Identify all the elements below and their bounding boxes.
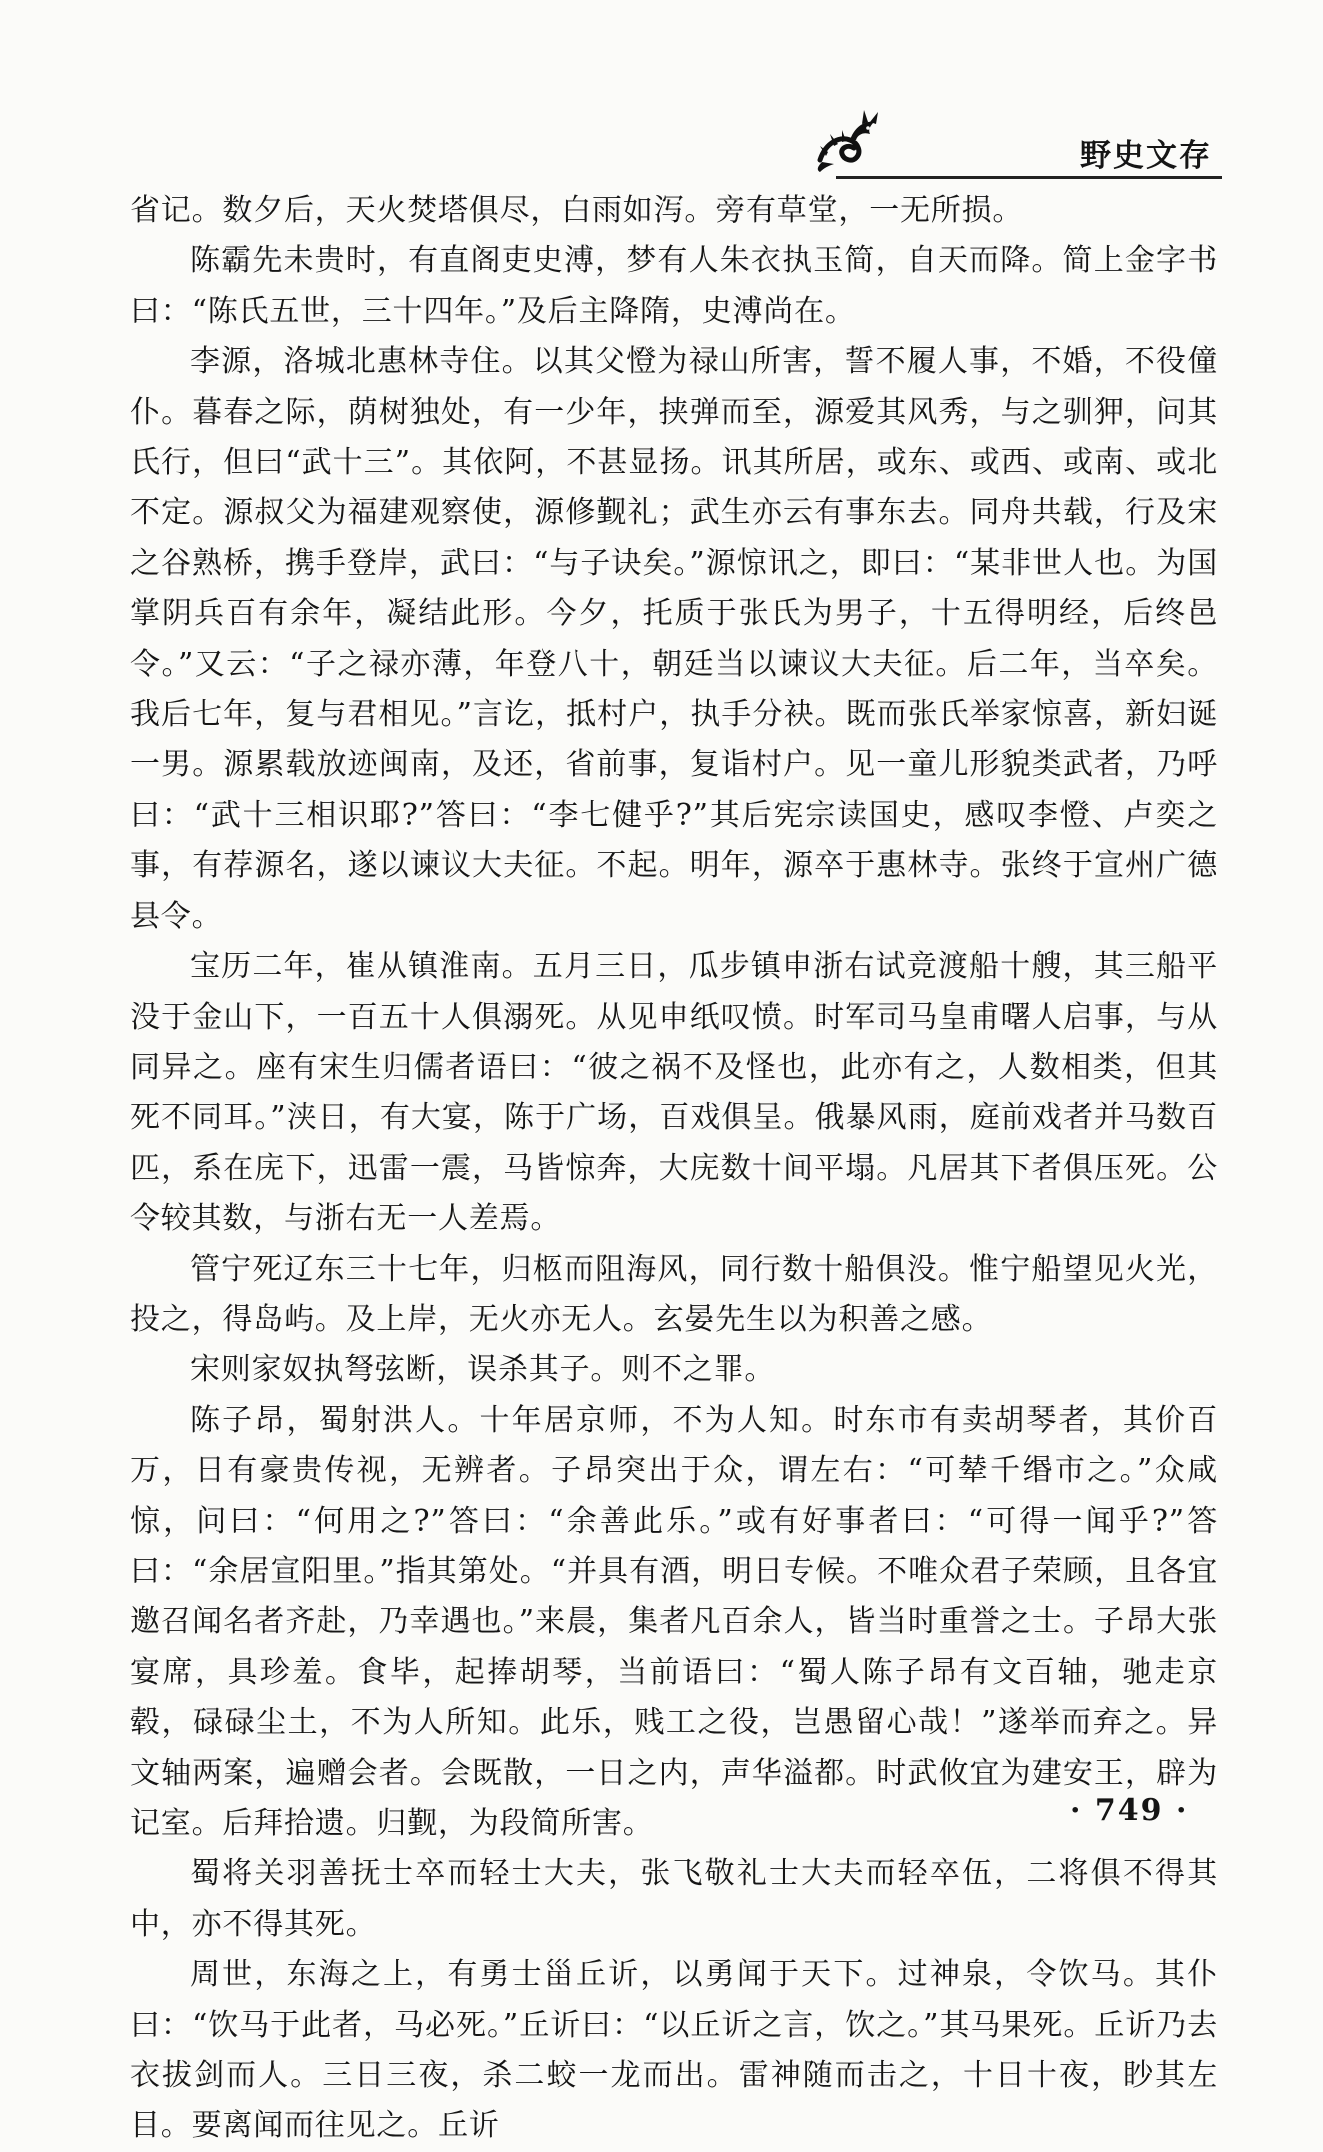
running-header xyxy=(812,92,1222,182)
paragraph-chen-ziang: 陈子昂，蜀射洪人。十年居京师，不为人知。时东市有卖胡琴者，其价百万，日有豪贵传视，无辨者。子昂突出于众，谓左右：“可辇千缗市之。”众咸惊，问曰：“何用之?”答曰：“余善此乐。”或有好事者曰：“可得一闻乎?”答曰：“余居宣阳里。”指其第处。“并具有酒，明日专候。不唯众君子荣顾，且各宜邀召闻名者齐赴，乃幸遇也。”来晨，集者凡百余人，皆当时重誉之士。子昂大张宴席，具珍羞。食毕，起捧胡琴，当前语曰：“蜀人陈子昂有文百轴，驰走京毂，碌碌尘土，不为人所知。此乐，贱工之役，岂愚留心哉！”遂举而弃之。异文轴两案，遍赠会者。会既散，一日之内，声华溢都。时武攸宜为建安王，辟为记室。后拜拾遗。归觐，为段简所害。 xyxy=(130,1402,1218,1841)
paragraph-guan-ning: 管宁死辽东三十七年，归柩而阻海风，同行数十船俱没。惟宁船望见火光，投之，得岛屿。及上岸，无火亦无人。玄晏先生以为积善之感。 xyxy=(130,1251,1218,1337)
paragraph-song-ze: 宋则家奴执弩弦断，误杀其子。则不之罪。 xyxy=(190,1352,776,1388)
text-body xyxy=(130,186,1218,2152)
dragon-emblem-icon xyxy=(812,102,886,176)
paragraph-chen-baxian: 陈霸先未贵时，有直阁吏史溥，梦有人朱衣执玉简，自天而降。简上金字书曰：“陈氏五世，三十四年。”及后主降隋，史溥尚在。 xyxy=(130,243,1218,329)
paragraph-li-yuan: 李源，洛城北惠林寺住。以其父憕为禄山所害，誓不履人事，不婚，不役僮仆。暮春之际，荫树独处，有一少年，挟弹而至，源爱其风秀，与之驯狎，问其氏行，但曰“武十三”。其依阿，不甚显扬。讯其所居，或东、或西、或南、或北不定。源叔父为福建观察使，源修觐礼；武生亦云有事东去。同舟共载，行及宋之谷熟桥，携手登岸，武曰：“与子诀矣。”源惊讯之，即曰：“某非世人也。为国掌阴兵百有余年，凝结此形。今夕，托质于张氏为男子，十五得明经，后终邑令。”又云：“子之禄亦薄，年登八十，朝廷当以谏议大夫征。后二年，当卒矣。我后七年，复与君相见。”言讫，抵村户，执手分袂。既而张氏举家惊喜，新妇诞一男。源累载放迹闽南，及还，省前事，复诣村户。见一童儿形貌类武者，乃呼曰：“武十三相识耶?”答曰：“李七健乎?”其后宪宗读国史，感叹李憕、卢奕之事，有荐源名，遂以谏议大夫征。不起。明年，源卒于惠林寺。张终于宣州广德县令。 xyxy=(130,344,1218,934)
paragraph-guan-yu: 蜀将关羽善抚士卒而轻士大夫，张飞敬礼士大夫而轻卒伍，二将俱不得其中，亦不得其死。 xyxy=(130,1856,1218,1942)
paragraph-zhou-shi: 周世，东海之上，有勇士甾丘䜣，以勇闻于天下。过神泉，令饮马。其仆曰：“饮马于此者，马必死。”丘䜣曰：“以丘䜣之言，饮之。”其马果死。丘䜣乃去衣拔剑而人。三日三夜，杀二蛟一龙而出。雷神随而击之，十日十夜，眇其左目。要离闻而往见之。丘䜣 xyxy=(130,1957,1218,2144)
page-number: · 749 · xyxy=(1070,1793,1189,1828)
series-title: 野史文存 xyxy=(1080,138,1212,174)
paragraph-continued: 省记。数夕后，天火焚塔俱尽，白雨如泻。旁有草堂，一无所损。 xyxy=(130,193,1024,228)
header-rule xyxy=(836,176,1222,179)
paragraph-baoli: 宝历二年，崔从镇淮南。五月三日，瓜步镇申浙右试竞渡船十艘，其三船平没于金山下，一百五十人俱溺死。从见申纸叹愤。时军司马皇甫曙人启事，与从同异之。座有宋生归儒者语曰：“彼之祸不及怪也，此亦有之，人数相类，但其死不同耳。”浃日，有大宴，陈于广场，百戏俱呈。俄暴风雨，庭前戏者并马数百匹，系在庑下，迅雷一震，马皆惊奔，大庑数十间平塌。凡居其下者俱压死。公令较其数，与浙右无一人差焉。 xyxy=(130,949,1218,1237)
